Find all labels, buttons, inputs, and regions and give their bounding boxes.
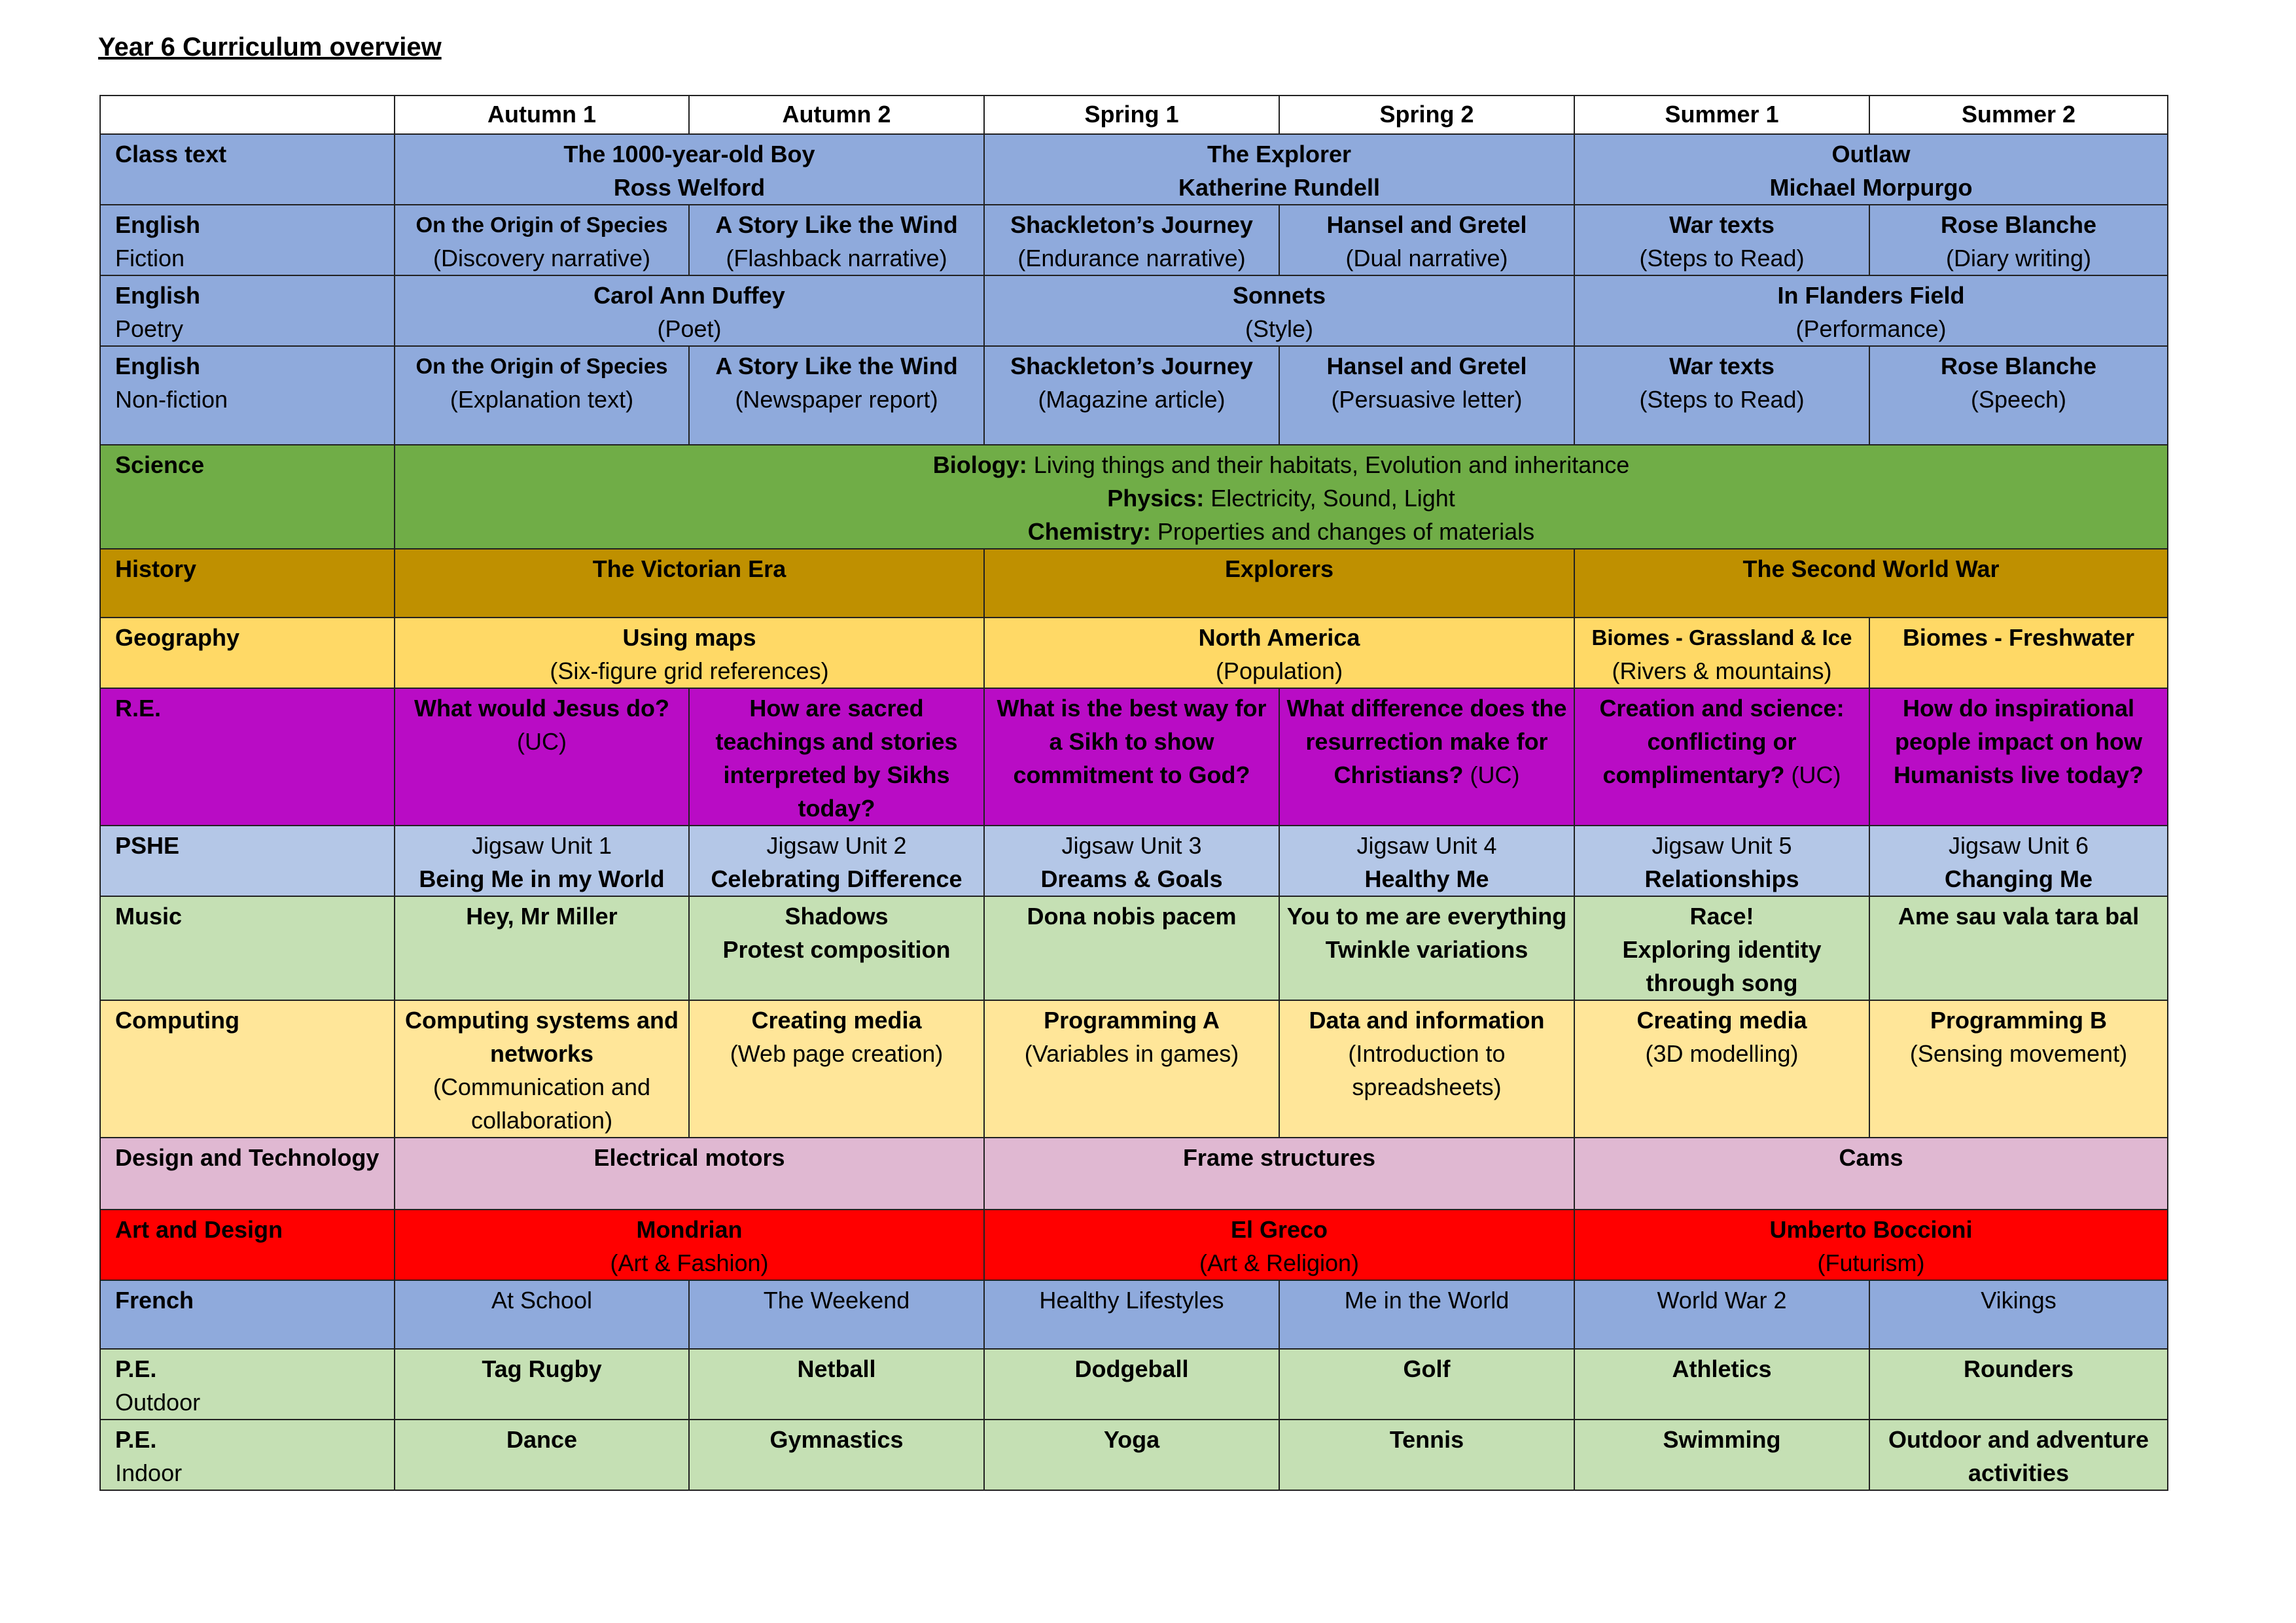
cell-unit: Jigsaw Unit 5	[1651, 832, 1792, 859]
unit-cell	[395, 688, 689, 826]
cell-unit: Jigsaw Unit 6	[1948, 832, 2089, 859]
cell-author: Katherine Rundell	[1178, 174, 1381, 201]
cell-title: Relationships	[1644, 865, 1799, 892]
cell-title: North America	[1198, 624, 1360, 651]
row-music	[100, 896, 2168, 1000]
cell-title: Changing Me	[1945, 865, 2093, 892]
unit-cell: Shadows Protest composition	[689, 896, 984, 1000]
class-text-cell	[1574, 134, 2168, 205]
cell-title: Programming A	[1044, 1007, 1220, 1034]
cell-detail: (Dual narrative)	[1345, 245, 1508, 271]
subject-cell	[100, 1280, 395, 1349]
subject-label: English	[115, 211, 201, 238]
cell-title: Shackleton’s Journey	[1010, 211, 1253, 238]
cell-unit: Jigsaw Unit 2	[766, 832, 907, 859]
unit-cell: Tennis	[1279, 1420, 1574, 1490]
cell-title: Hansel and Gretel	[1326, 211, 1527, 238]
unit-cell	[1574, 688, 1869, 826]
subject-cell	[100, 826, 395, 896]
unit-cell	[1869, 618, 2168, 688]
unit-cell	[395, 618, 984, 688]
row-english-nonfiction	[100, 346, 2168, 445]
unit-cell: Netball	[689, 1349, 984, 1420]
unit-cell	[1279, 1000, 1574, 1138]
term-header: Spring 1	[984, 96, 1279, 134]
cell-detail: (Explanation text)	[450, 386, 634, 413]
unit-cell: You to me are everything Twinkle variations	[1279, 896, 1574, 1000]
science-text: Electricity, Sound, Light	[1204, 485, 1455, 512]
unit-cell	[689, 826, 984, 896]
cell-title: Data and information	[1309, 1007, 1545, 1034]
term-header: Spring 2	[1279, 96, 1574, 134]
unit-cell: Race! Exploring identity through song	[1574, 896, 1869, 1000]
header-row	[100, 96, 2168, 134]
subject-cell	[100, 549, 395, 618]
science-label: Biology:	[932, 451, 1027, 478]
cell-title: Computing systems and networks	[404, 1007, 679, 1067]
subject-label: Computing	[115, 1007, 239, 1034]
cell-title: How do inspirational people impact on how Humanists live today?	[1893, 695, 2144, 788]
subject-label: PSHE	[115, 832, 180, 859]
subject-cell	[100, 1349, 395, 1420]
cell-title: Using maps	[622, 624, 756, 651]
subject-cell	[100, 1138, 395, 1210]
unit-cell: Outdoor and adventure activities	[1869, 1420, 2168, 1490]
science-line	[399, 481, 2163, 515]
unit-cell: Swimming	[1574, 1420, 1869, 1490]
cell-title: Outlaw	[1831, 141, 1911, 167]
class-text-cell	[395, 134, 984, 205]
cell-title: What would Jesus do?	[414, 695, 669, 722]
row-english-fiction	[100, 205, 2168, 275]
unit-cell	[1279, 688, 1574, 826]
curriculum-table	[99, 95, 2168, 1491]
subject-label: English	[115, 282, 201, 309]
unit-cell	[1574, 275, 2168, 346]
science-text: Living things and their habitats, Evolution and inheritance	[1027, 451, 1630, 478]
cell-detail: (Magazine article)	[1038, 386, 1226, 413]
cell-detail: (UC)	[517, 728, 567, 755]
cell-unit: Jigsaw Unit 3	[1061, 832, 1202, 859]
unit-cell	[1574, 826, 1869, 896]
cell-title: Celebrating Difference	[711, 865, 963, 892]
cell-title: How are sacred teachings and stories interpreted by Sikhs today?	[715, 695, 958, 822]
unit-cell: Hey, Mr Miller	[395, 896, 689, 1000]
science-label: Chemistry:	[1027, 518, 1151, 545]
cell-title: Shackleton’s Journey	[1010, 353, 1253, 379]
cell-title: Healthy Me	[1364, 865, 1489, 892]
subject-cell	[100, 1210, 395, 1280]
term-header: Autumn 1	[395, 96, 689, 134]
unit-cell	[1279, 346, 1574, 445]
cell-title: What difference does the resurrection make for Christians?	[1286, 695, 1567, 788]
unit-cell	[1869, 826, 2168, 896]
cell-title: War texts	[1669, 353, 1775, 379]
cell-title: El Greco	[1230, 1216, 1328, 1243]
cell-title: War texts	[1669, 211, 1775, 238]
unit-cell	[984, 275, 1574, 346]
row-re	[100, 688, 2168, 826]
cell-title: Biomes - Freshwater	[1902, 624, 2135, 651]
unit-cell: Dodgeball	[984, 1349, 1279, 1420]
cell-detail: (Communication and collaboration)	[433, 1073, 651, 1134]
cell-detail: (Newspaper report)	[735, 386, 938, 413]
subject-label: History	[115, 555, 197, 582]
subject-subline: Poetry	[115, 315, 184, 342]
term-header: Autumn 2	[689, 96, 984, 134]
unit-cell	[1869, 346, 2168, 445]
subject-cell	[100, 445, 395, 549]
subject-label: Class text	[115, 141, 227, 167]
cell-detail: (Steps to Read)	[1639, 386, 1805, 413]
cell-detail: (Futurism)	[1817, 1249, 1925, 1276]
subject-label: Design and Technology	[115, 1144, 380, 1171]
cell-detail: (Diary writing)	[1945, 245, 2091, 271]
page-title: Year 6 Curriculum overview	[98, 33, 442, 61]
cell-detail: (Style)	[1245, 315, 1313, 342]
subject-label: Science	[115, 451, 205, 478]
row-geography	[100, 618, 2168, 688]
row-pe-outdoor	[100, 1349, 2168, 1420]
unit-cell	[395, 346, 689, 445]
cell-author: Ross Welford	[613, 174, 766, 201]
unit-cell	[1574, 618, 1869, 688]
unit-cell: The Weekend	[689, 1280, 984, 1349]
unit-cell: Gymnastics	[689, 1420, 984, 1490]
subject-cell	[100, 1000, 395, 1138]
unit-cell	[689, 205, 984, 275]
subject-cell	[100, 134, 395, 205]
unit-cell: Me in the World	[1279, 1280, 1574, 1349]
row-english-poetry	[100, 275, 2168, 346]
unit-cell	[984, 205, 1279, 275]
unit-cell: Athletics	[1574, 1349, 1869, 1420]
cell-title: Sonnets	[1232, 282, 1326, 309]
cell-detail: (Flashback narrative)	[726, 245, 947, 271]
row-design-technology	[100, 1138, 2168, 1210]
unit-cell	[984, 618, 1574, 688]
unit-cell: Golf	[1279, 1349, 1574, 1420]
unit-cell	[689, 688, 984, 826]
unit-cell	[984, 1000, 1279, 1138]
unit-cell: Frame structures	[984, 1138, 1574, 1210]
cell-title: Hansel and Gretel	[1326, 353, 1527, 379]
subject-cell	[100, 346, 395, 445]
unit-cell	[984, 826, 1279, 896]
cell-detail: (Art & Fashion)	[610, 1249, 769, 1276]
header-corner-cell	[100, 96, 395, 134]
unit-cell: At School	[395, 1280, 689, 1349]
row-history	[100, 549, 2168, 618]
unit-cell	[1279, 205, 1574, 275]
unit-cell: Rounders	[1869, 1349, 2168, 1420]
unit-cell	[395, 205, 689, 275]
subject-cell	[100, 896, 395, 1000]
unit-cell: Healthy Lifestyles	[984, 1280, 1279, 1349]
unit-cell	[1574, 346, 1869, 445]
unit-cell	[984, 1210, 1574, 1280]
cell-detail: (Steps to Read)	[1639, 245, 1805, 271]
unit-cell: Dance	[395, 1420, 689, 1490]
unit-cell: Dona nobis pacem	[984, 896, 1279, 1000]
cell-title: The 1000-year-old Boy	[563, 141, 815, 167]
unit-cell: Yoga	[984, 1420, 1279, 1490]
subject-subline: Non-fiction	[115, 386, 228, 413]
science-cell	[395, 445, 2168, 549]
subject-label: Music	[115, 903, 183, 930]
row-french	[100, 1280, 2168, 1349]
cell-title: Rose Blanche	[1940, 211, 2097, 238]
unit-cell	[1869, 1000, 2168, 1138]
unit-cell	[395, 1210, 984, 1280]
cell-unit: Jigsaw Unit 4	[1356, 832, 1497, 859]
unit-cell	[395, 1000, 689, 1138]
unit-cell	[689, 1000, 984, 1138]
cell-detail: (Six-figure grid references)	[550, 657, 829, 684]
cell-detail: (Performance)	[1795, 315, 1947, 342]
unit-cell	[1869, 688, 2168, 826]
subject-label: R.E.	[115, 695, 162, 722]
cell-detail: (3D modelling)	[1645, 1040, 1799, 1067]
cell-title: Being Me in my World	[419, 865, 665, 892]
cell-detail: (Population)	[1215, 657, 1343, 684]
unit-cell	[395, 826, 689, 896]
row-pe-indoor	[100, 1420, 2168, 1490]
term-header: Summer 2	[1869, 96, 2168, 134]
science-label: Physics:	[1107, 485, 1205, 512]
subject-subline: Fiction	[115, 245, 185, 271]
science-line	[399, 515, 2163, 548]
unit-cell	[689, 346, 984, 445]
unit-cell	[1574, 1210, 2168, 1280]
cell-detail: (Art & Religion)	[1199, 1249, 1360, 1276]
subject-cell	[100, 1420, 395, 1490]
subject-cell	[100, 688, 395, 826]
unit-cell	[984, 688, 1279, 826]
subject-label: Geography	[115, 624, 240, 651]
unit-cell	[1574, 205, 1869, 275]
cell-detail: (Poet)	[657, 315, 722, 342]
row-computing	[100, 1000, 2168, 1138]
cell-title: Creation and science: conflicting or complimentary?	[1599, 695, 1845, 788]
unit-cell: Cams	[1574, 1138, 2168, 1210]
subject-subline: Indoor	[115, 1459, 183, 1486]
term-header: Summer 1	[1574, 96, 1869, 134]
cell-title: Umberto Boccioni	[1769, 1216, 1973, 1243]
cell-detail: (Persuasive letter)	[1331, 386, 1523, 413]
unit-cell: Tag Rugby	[395, 1349, 689, 1420]
unit-cell: Vikings	[1869, 1280, 2168, 1349]
row-art-design	[100, 1210, 2168, 1280]
cell-detail: (Rivers & mountains)	[1612, 657, 1832, 684]
unit-cell: World War 2	[1574, 1280, 1869, 1349]
row-science	[100, 445, 2168, 549]
row-pshe	[100, 826, 2168, 896]
cell-title: What is the best way for a Sikh to show commitment to God?	[997, 695, 1267, 788]
unit-cell: Electrical motors	[395, 1138, 984, 1210]
unit-cell: The Victorian Era	[395, 549, 984, 618]
unit-cell: Ame sau vala tara bal	[1869, 896, 2168, 1000]
subject-cell	[100, 275, 395, 346]
cell-title: Dreams & Goals	[1040, 865, 1223, 892]
unit-cell	[1869, 205, 2168, 275]
cell-detail: (UC)	[1784, 761, 1841, 788]
unit-cell	[1279, 826, 1574, 896]
cell-title: Rose Blanche	[1940, 353, 2097, 379]
cell-detail: (Endurance narrative)	[1017, 245, 1246, 271]
subject-label: English	[115, 353, 201, 379]
cell-detail: (Discovery narrative)	[433, 245, 651, 271]
unit-cell	[395, 275, 984, 346]
cell-title: A Story Like the Wind	[715, 353, 958, 379]
cell-detail: (Sensing movement)	[1909, 1040, 2128, 1067]
science-line	[399, 448, 2163, 481]
row-class-text	[100, 134, 2168, 205]
cell-detail: (Introduction to spreadsheets)	[1348, 1040, 1506, 1100]
class-text-cell	[984, 134, 1574, 205]
cell-detail: (Web page creation)	[730, 1040, 944, 1067]
cell-title: Carol Ann Duffey	[593, 282, 785, 309]
cell-title: Creating media	[751, 1007, 922, 1034]
subject-subline: Outdoor	[115, 1389, 201, 1416]
cell-title: On the Origin of Species	[415, 354, 668, 378]
cell-title: Mondrian	[636, 1216, 743, 1243]
cell-title: Biomes - Grassland & Ice	[1591, 625, 1852, 650]
cell-unit: Jigsaw Unit 1	[471, 832, 612, 859]
subject-label: French	[115, 1287, 194, 1314]
subject-cell	[100, 618, 395, 688]
cell-title: In Flanders Field	[1777, 282, 1965, 309]
unit-cell	[1574, 1000, 1869, 1138]
cell-title: On the Origin of Species	[415, 213, 668, 237]
unit-cell: Explorers	[984, 549, 1574, 618]
cell-detail: (UC)	[1463, 761, 1520, 788]
subject-label: P.E.	[115, 1426, 157, 1453]
cell-title: Creating media	[1636, 1007, 1807, 1034]
subject-cell	[100, 205, 395, 275]
unit-cell: The Second World War	[1574, 549, 2168, 618]
cell-detail: (Speech)	[1970, 386, 2067, 413]
subject-label: Art and Design	[115, 1216, 283, 1243]
unit-cell	[984, 346, 1279, 445]
cell-title: Programming B	[1930, 1007, 2108, 1034]
cell-detail: (Variables in games)	[1024, 1040, 1239, 1067]
cell-title: A Story Like the Wind	[715, 211, 958, 238]
science-text: Properties and changes of materials	[1150, 518, 1535, 545]
cell-title: The Explorer	[1207, 141, 1352, 167]
cell-author: Michael Morpurgo	[1769, 174, 1973, 201]
subject-label: P.E.	[115, 1355, 157, 1382]
